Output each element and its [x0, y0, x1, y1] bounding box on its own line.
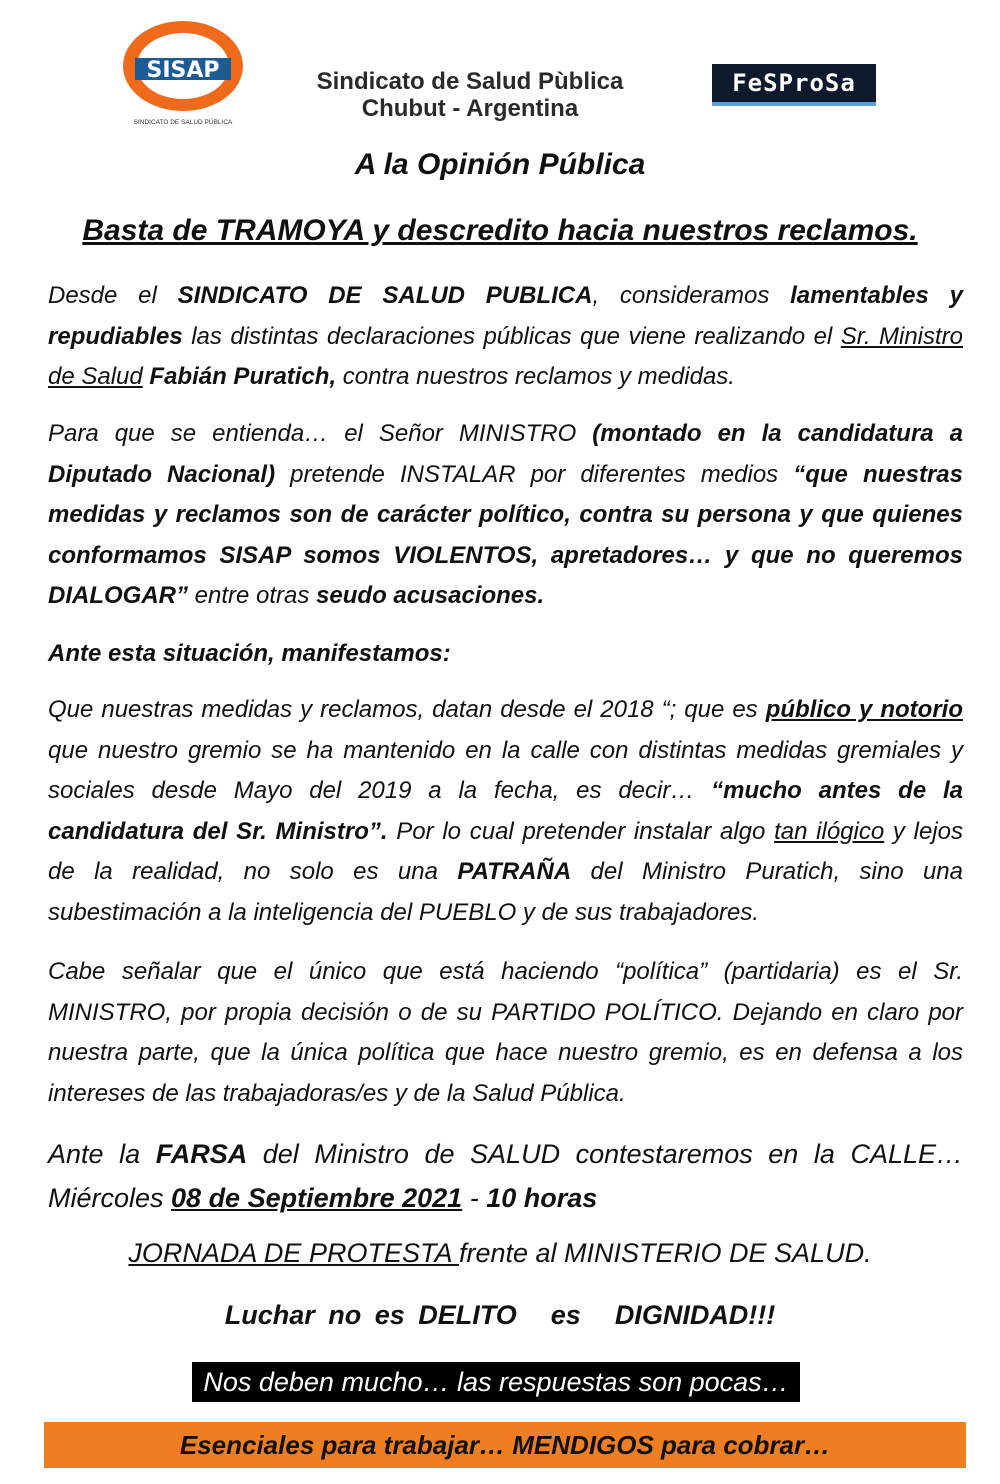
paragraph-3: Que nuestras medidas y reclamos, datan desde el 2018 “; que es público y notorio que nuestro gremio se ha mantenido en la calle con distintas medidas gremiales y sociales desde Mayo del 2019 a la fecha, es decir… “mucho antes de la candidatura del Sr. Ministro”. Por lo cual pretender instalar algo tan ilógico y lejos de la realidad, no solo es una PATRAÑA del Ministro Puratich, sino una subestimación a la inteligencia del PUEBLO y de sus trabajadores. — [48, 696, 964, 926]
fesprosa-logo: FeSProSa — [712, 64, 876, 106]
protest-location: JORNADA DE PROTESTA frente al MINISTERIO DE SALUD. — [128, 1238, 872, 1268]
sisap-logo — [118, 18, 248, 130]
black-banner: Nos deben mucho… las respuestas son pocas… — [192, 1362, 800, 1402]
organization-name: Sindicato de Salud Pùblica Chubut - Argentina — [316, 68, 624, 122]
paragraph-1: Desde el SINDICATO DE SALUD PUBLICA, consideramos lamentables y repudiables las distintas declaraciones públicas que viene realizando el Sr. Ministro de Salud Fabián Puratich, contra nuestros reclamos y medidas. — [48, 282, 964, 390]
svg-text:SINDICATO DE SALUD PÚBLICA: SINDICATO DE SALUD PÚBLICA — [133, 119, 233, 126]
protest-announcement: Ante la FARSA del Ministro de SALUD contestaremos en la CALLE…Miércoles 08 de Septiembre 2021 - 10 horas — [48, 1139, 963, 1213]
paragraph-2: Para que se entienda… el Señor MINISTRO (montado en la candidatura a Diputado Nacional) pretende INSTALAR por diferentes medios “que nuestras medidas y reclamos son de carácter político, contra su persona y que quienes conformamos SISAP somos VIOLENTOS, apretadores… y que no queremos DIALOGAR” entre otras seudo acusaciones. — [48, 420, 964, 609]
page-subtitle: Basta de TRAMOYA y descredito hacia nuestros reclamos. — [82, 214, 918, 247]
orange-banner: Esenciales para trabajar… MENDIGOS para cobrar… — [44, 1422, 966, 1468]
svg-text:SISAP: SISAP — [146, 58, 220, 83]
section-lead: Ante esta situación, manifestamos: — [48, 640, 451, 667]
page-title: A la Opinión Pública — [354, 148, 646, 181]
paragraph-4: Cabe señalar que el único que está haciendo “política” (partidaria) es el Sr. MINISTRO, por propia decisión o de su PARTIDO POLÍTICO. Dejando en claro por nuestra parte, que la única política que hace nuestro gremio, es en defensa a los intereses de las trabajadoras/es y de la Salud Pública. — [48, 958, 963, 1107]
letterhead — [0, 0, 1000, 140]
slogan: Luchar no es DELITO es DIGNIDAD!!! — [224, 1300, 776, 1330]
